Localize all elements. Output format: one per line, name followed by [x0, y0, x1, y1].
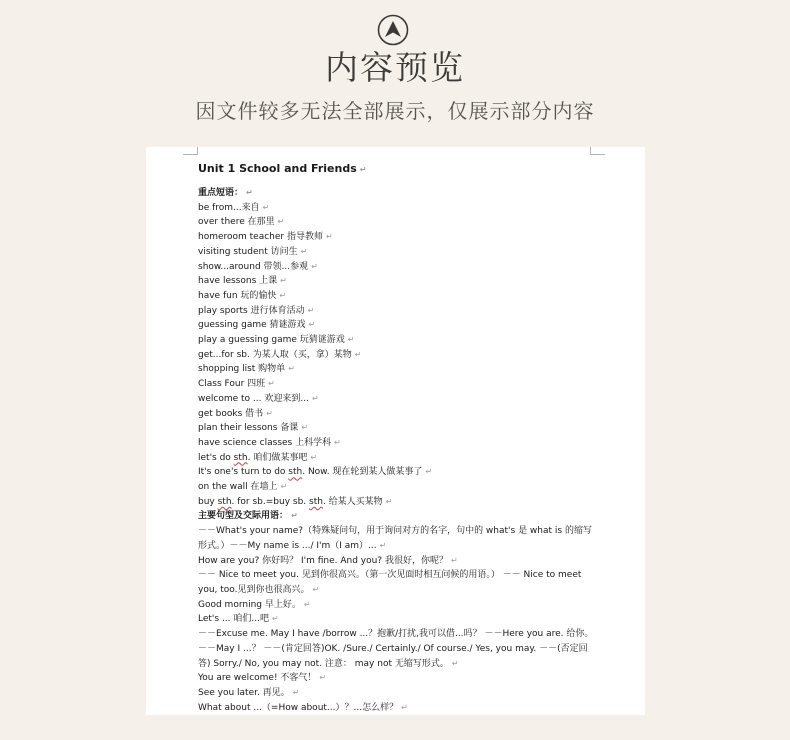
page-title: 内容预览: [325, 48, 465, 87]
phrase-line: play a guessing game 玩猜谜游戏 ↵: [198, 335, 355, 346]
section-sentence-patterns: 主要句型及交际用语： ↵: [198, 511, 298, 522]
phrase-line: shopping list 购物单 ↵: [198, 364, 295, 375]
sentence-paragraph: Good morning 早上好。 ↵: [198, 599, 311, 610]
sentence-paragraph: What about ...（=How about...）？...怎么样？ ↵: [198, 702, 408, 713]
document-preview: [146, 147, 645, 715]
phrase-line: get...for sb. 为某人取（买，拿）某物 ↵: [198, 349, 362, 360]
phrase-line: buy sth. for sb.=buy sb. sth. 给某人买某物 ↵: [198, 496, 393, 507]
sentence-paragraph: See you later. 再见。 ↵: [198, 687, 300, 698]
phrase-line: on the wall 在墙上 ↵: [198, 482, 288, 493]
logo-up-arrow-icon: [377, 14, 409, 46]
sentence-paragraph: －－ Nice to meet you. 见到你很高兴。（第一次见面时相互问候的用语。） －－ Nice to meet you, too.见到你也很高兴。 ↵: [198, 570, 582, 595]
sentence-paragraph: －－Excuse me. May I have /borrow ...？抱歉/打扰,我可以借...吗？ －－Here you are. 给你。－－May I ...？ －－(肯定回答)OK. /Sure./ Certainly./ Of course./ Yes, you may. －－(否定回答) Sorry./ No, you may not. 注意： may not 无缩写形式。 ↵: [198, 629, 594, 669]
phrase-line: have lessons 上课 ↵: [198, 276, 287, 287]
phrase-line: Class Four 四班 ↵: [198, 379, 275, 390]
crop-mark-top-right: [590, 147, 605, 155]
section-key-phrases: 重点短语： ↵: [198, 188, 253, 198]
page-subtitle: 因文件较多无法全部展示，仅展示部分内容: [195, 99, 595, 123]
sentence-paragraph: Let's ... 咱们...吧 ↵: [198, 614, 279, 625]
phrase-line: show...around 带领...参观 ↵: [198, 261, 318, 272]
phrase-line: homeroom teacher 指导教师 ↵: [198, 232, 333, 243]
phrase-line: welcome to ... 欢迎来到... ↵: [198, 393, 319, 404]
phrase-line: over there 在那里 ↵: [198, 217, 285, 228]
phrase-line: plan their lessons 备课 ↵: [198, 423, 309, 434]
phrase-line: let's do sth. 咱们做某事吧 ↵: [198, 452, 318, 463]
crop-mark-top-left: [183, 147, 198, 155]
phrase-line: be from...来自 ↵: [198, 202, 270, 213]
phrase-line: have fun 玩的愉快 ↵: [198, 290, 287, 301]
sentence-paragraph: You are welcome! 不客气！ ↵: [198, 673, 327, 684]
sentence-paragraph: How are you? 你好吗？ I'm fine. And you? 我很好，你呢？ ↵: [198, 555, 458, 566]
phrase-line: visiting student 访问生 ↵: [198, 246, 308, 257]
phrase-line: play sports 进行体育活动 ↵: [198, 305, 315, 316]
phrase-line: get books 借书 ↵: [198, 408, 273, 419]
document-title: Unit 1 School and Friends ↵: [198, 162, 367, 175]
phrase-line: It's one's turn to do sth. Now. 现在轮到某人做某事了 ↵: [198, 467, 433, 478]
phrase-line: have science classes 上科学科 ↵: [198, 437, 341, 448]
phrase-line: guessing game 猜谜游戏 ↵: [198, 320, 316, 331]
document-content: [198, 161, 598, 715]
sentence-paragraph: －－What's your name?（特殊疑问句，用于询问对方的名字，句中的 what's 是 what is 的缩写形式。）－－My name is .../ I'm（I am）... ↵: [198, 526, 592, 551]
